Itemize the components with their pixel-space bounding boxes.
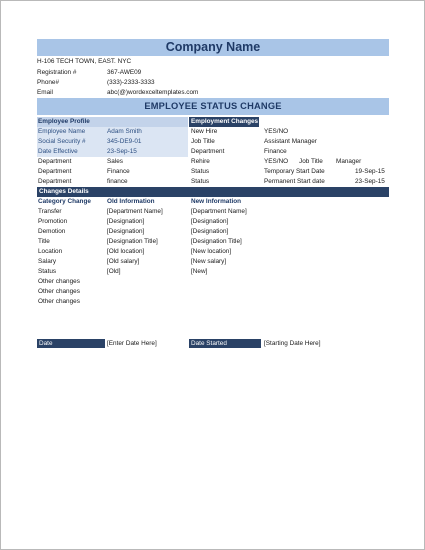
employment-value[interactable]: Assistant Manager — [264, 138, 317, 145]
column-header-category: Category Change — [38, 198, 91, 205]
profile-value[interactable]: Finance — [107, 168, 130, 175]
date-started-input[interactable]: [Starting Date Here] — [264, 340, 321, 347]
employment-label: Rehire — [191, 158, 210, 165]
old-info-cell[interactable]: [Designation] — [107, 228, 145, 235]
address: H-106 TECH TOWN, EAST. NYC — [37, 58, 132, 65]
form-title-banner — [37, 98, 389, 115]
contact-value: 367-AWE09 — [107, 69, 142, 76]
date-input[interactable]: [Enter Date Here] — [107, 340, 157, 347]
date-started-label: Date Started — [189, 339, 261, 348]
category-cell: Transfer — [38, 208, 62, 215]
contact-label: Email — [37, 89, 53, 96]
employment-extra-value[interactable]: Manager — [336, 158, 362, 165]
category-cell: Promotion — [38, 218, 68, 225]
form-title: EMPLOYEE STATUS CHANGE — [144, 101, 282, 111]
employment-label: Job Title — [191, 138, 215, 145]
date-label: Date — [37, 339, 105, 348]
profile-label: Department — [38, 168, 72, 175]
column-header-old: Old Information — [107, 198, 155, 205]
new-info-cell[interactable]: [Designation Title] — [191, 238, 242, 245]
old-info-cell[interactable]: [Department Name] — [107, 208, 163, 215]
employment-date[interactable]: 23-Sep-15 — [355, 178, 385, 185]
category-cell: Location — [38, 248, 63, 255]
new-info-cell[interactable]: [Designation] — [191, 218, 229, 225]
contact-label: Registration # — [37, 69, 77, 76]
changes-details-heading: Changes Details — [37, 187, 389, 197]
old-info-cell[interactable]: [Designation Title] — [107, 238, 158, 245]
employment-value: Permanent Start date — [264, 178, 325, 185]
new-info-cell[interactable]: [Department Name] — [191, 208, 247, 215]
new-info-cell[interactable]: [New location] — [191, 248, 232, 255]
old-info-cell[interactable]: [Old location] — [107, 248, 145, 255]
employment-changes-heading: Employment Changes — [191, 118, 259, 125]
profile-label: Employee Name — [38, 128, 86, 135]
employment-label: Department — [191, 148, 225, 155]
employment-label: Status — [191, 178, 210, 185]
new-info-cell[interactable]: [Designation] — [191, 228, 229, 235]
old-info-cell[interactable]: [Designation] — [107, 218, 145, 225]
employment-label: New Hire — [191, 128, 218, 135]
profile-value[interactable]: 345-DE9-01 — [107, 138, 142, 145]
profile-label: Date Effective — [38, 148, 78, 155]
company-name: Company Name — [165, 40, 261, 54]
category-cell: Title — [38, 238, 50, 245]
old-info-cell[interactable]: [Old salary] — [107, 258, 140, 265]
employment-value[interactable]: YES/NO — [264, 158, 289, 165]
category-cell: Other changes — [38, 288, 80, 295]
category-cell: Status — [38, 268, 57, 275]
contact-value: (333)-2333-3333 — [107, 79, 155, 86]
employment-extra-label: Job Title — [299, 158, 323, 165]
category-cell: Demotion — [38, 228, 66, 235]
profile-label: Social Security # — [38, 138, 86, 145]
employee-profile-heading: Employee Profile — [38, 118, 90, 125]
contact-value: abc(@)wordexceltemplates.com — [107, 89, 199, 96]
profile-value[interactable]: Adam Smith — [107, 128, 142, 135]
company-banner — [37, 39, 389, 56]
category-cell: Salary — [38, 258, 57, 265]
profile-label: Department — [38, 178, 72, 185]
employment-date[interactable]: 19-Sep-15 — [355, 168, 385, 175]
contact-label: Phone# — [37, 79, 60, 86]
profile-value[interactable]: 23-Sep-15 — [107, 148, 137, 155]
category-cell: Other changes — [38, 298, 80, 305]
employment-value[interactable]: YES/NO — [264, 128, 289, 135]
column-header-new: New Information — [191, 198, 242, 205]
new-info-cell[interactable]: [New] — [191, 268, 208, 275]
employment-value[interactable]: Finance — [264, 148, 287, 155]
profile-value[interactable]: finance — [107, 178, 128, 185]
new-info-cell[interactable]: [New salary] — [191, 258, 227, 265]
employment-label: Status — [191, 168, 210, 175]
old-info-cell[interactable]: [Old] — [107, 268, 121, 275]
category-cell: Other changes — [38, 278, 80, 285]
profile-label: Department — [38, 158, 72, 165]
profile-value[interactable]: Sales — [107, 158, 123, 165]
employment-value: Temporary Start Date — [264, 168, 325, 175]
